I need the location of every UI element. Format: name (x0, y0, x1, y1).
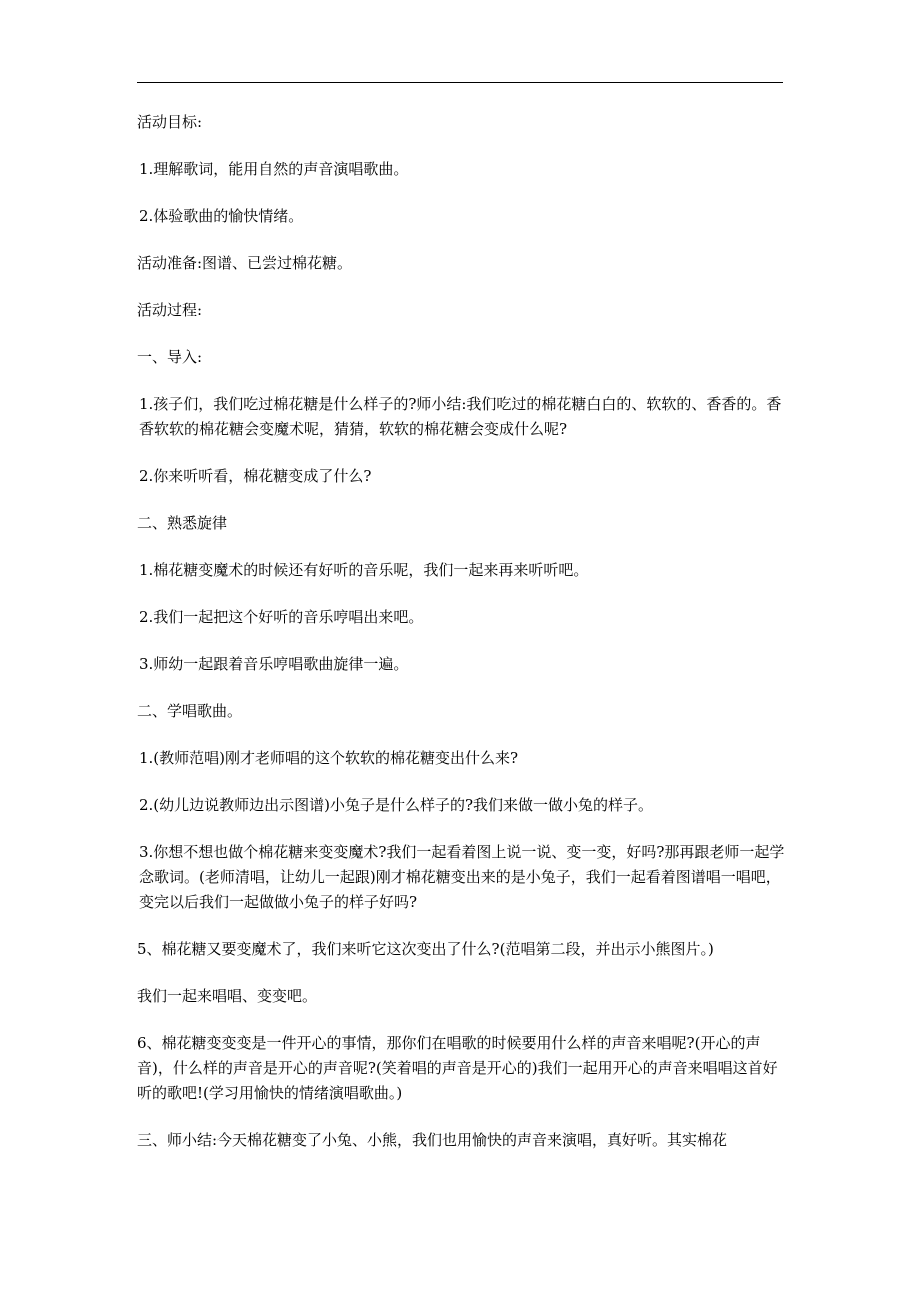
heading-activity-process: 活动过程: (137, 301, 203, 319)
section-teacher-summary: 三、师小结:今天棉花糖变了小兔、小熊，我们也用愉快的声音来演唱，真好听。其实棉花 (137, 1131, 728, 1149)
intro-item-2: 2.你来听听看，棉花糖变成了什么? (139, 467, 372, 485)
header-rule (137, 82, 783, 83)
goal-item-1: 1.理解歌词，能用自然的声音演唱歌曲。 (139, 160, 409, 178)
section-familiar-melody: 二、熟悉旋律 (137, 514, 228, 532)
section-learn-song: 二、学唱歌曲。 (137, 702, 243, 720)
document-body (137, 110, 785, 1175)
heading-activity-goals: 活动目标: (137, 113, 203, 131)
learn-item-3: 3.你想不想也做个棉花糖来变变魔术?我们一起看着图上说一说、变一变，好吗?那再跟老师一起学念歌词。(老师清唱，让幼儿一起跟)刚才棉花糖变出来的是小兔子，我们一起看着图谱唱一唱吧，变完以后我们一起做做小兔子的样子好吗? (139, 843, 785, 911)
learn-item-1: 1.(教师范唱)刚才老师唱的这个软软的棉花糖变出什么来? (139, 749, 519, 767)
learn-item-6: 6、棉花糖变变变是一件开心的事情，那你们在唱歌的时候要用什么样的声音来唱呢?(开心的声音)，什么样的声音是开心的声音呢?(笑着唱的声音是开心的)我们一起用开心的声音来唱唱这首好听的歌吧!(学习用愉快的情绪演唱歌曲。) (137, 1034, 778, 1102)
melody-item-2: 2.我们一起把这个好听的音乐哼唱出来吧。 (139, 608, 424, 626)
intro-item-1: 1.孩子们，我们吃过棉花糖是什么样子的?师小结:我们吃过的棉花糖白白的、软软的、香香的。香香软软的棉花糖会变魔术呢，猜猜，软软的棉花糖会变成什么呢? (139, 395, 782, 438)
melody-item-1: 1.棉花糖变魔术的时候还有好听的音乐呢，我们一起来再来听听吧。 (139, 561, 589, 579)
section-introduction: 一、导入: (137, 348, 203, 366)
learn-item-5: 5、棉花糖又要变魔术了，我们来听它这次变出了什么?(范唱第二段，并出示小熊图片。) (137, 940, 714, 958)
sing-together-line: 我们一起来唱唱、变变吧。 (137, 987, 318, 1005)
melody-item-3: 3.师幼一起跟着音乐哼唱歌曲旋律一遍。 (139, 655, 409, 673)
learn-item-2: 2.(幼儿边说教师边出示图谱)小兔子是什么样子的?我们来做一做小兔的样子。 (139, 796, 654, 814)
activity-preparation: 活动准备:图谱、已尝过棉花糖。 (137, 254, 353, 272)
goal-item-2: 2.体验歌曲的愉快情绪。 (139, 207, 304, 225)
